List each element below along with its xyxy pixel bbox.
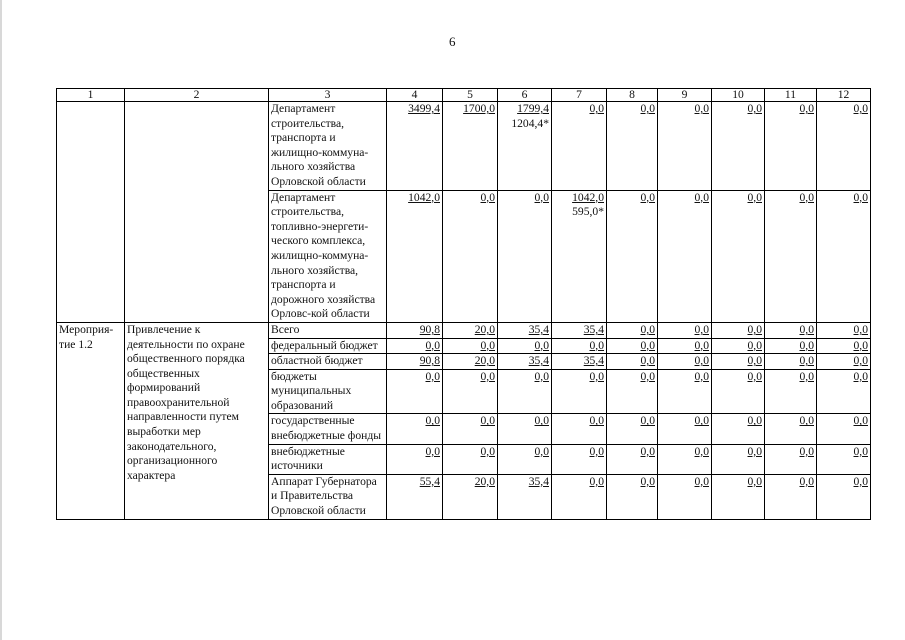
value-cell <box>498 474 552 519</box>
header-cell: 1 <box>57 89 125 102</box>
value-text: 0,0 <box>694 322 709 336</box>
value-cell <box>658 190 712 322</box>
value-cell <box>552 354 607 370</box>
value-cell <box>658 474 712 519</box>
value-cell <box>817 474 871 519</box>
value-text: 0,0 <box>799 338 814 352</box>
value-text: 0,0 <box>480 414 495 428</box>
value-cell <box>607 474 658 519</box>
value-cell <box>552 190 607 322</box>
source-cell: Департамент строительства, транспорта и жилищно-коммуна-льного хозяйства Орловской области <box>269 102 387 191</box>
value-text: 0,0 <box>747 369 762 383</box>
value-cell <box>607 414 658 444</box>
value-text: 0,0 <box>534 444 549 458</box>
value-cell <box>387 414 443 444</box>
value-text: 0,0 <box>425 338 440 352</box>
value-text: 0,0 <box>640 414 655 428</box>
page-left-edge <box>0 0 2 640</box>
value-cell <box>765 354 817 370</box>
value-text: 0,0 <box>640 338 655 352</box>
value-cell <box>387 338 443 354</box>
value-text: 35,4 <box>528 322 549 336</box>
value-cell <box>765 414 817 444</box>
header-cell: 4 <box>387 89 443 102</box>
value-cell <box>498 322 552 338</box>
header-cell: 12 <box>817 89 871 102</box>
value-text: 1799,4 <box>517 102 549 115</box>
value-cell <box>443 474 498 519</box>
source-cell: областной бюджет <box>269 354 387 370</box>
value-cell <box>712 369 765 414</box>
value-cell <box>498 102 552 191</box>
value-cell <box>817 190 871 322</box>
value-text: 0,0 <box>799 354 814 368</box>
value-text: 90,8 <box>419 354 440 368</box>
value-text: 1700,0 <box>463 102 495 115</box>
value-cell <box>817 414 871 444</box>
name-cell <box>125 102 269 323</box>
value-cell <box>712 102 765 191</box>
value-cell <box>443 322 498 338</box>
value-text: 35,4 <box>528 354 549 368</box>
value-cell <box>607 102 658 191</box>
value-text: 0,0 <box>747 414 762 428</box>
value-text: 0,0 <box>853 102 868 115</box>
value-cell <box>552 338 607 354</box>
value-cell <box>607 190 658 322</box>
value-text: 0,0 <box>694 369 709 383</box>
source-cell: Всего <box>269 322 387 338</box>
value-cell <box>443 338 498 354</box>
value-cell <box>607 354 658 370</box>
header-cell: 10 <box>712 89 765 102</box>
value-cell <box>658 354 712 370</box>
value-text: 0,0 <box>589 414 604 428</box>
value-cell <box>387 444 443 474</box>
value-cell <box>607 444 658 474</box>
value-cell <box>552 474 607 519</box>
value-text: 0,0 <box>425 444 440 458</box>
source-cell: Аппарат Губернатора и Правительства Орловской области <box>269 474 387 519</box>
value-cell <box>387 102 443 191</box>
value-text: 20,0 <box>474 474 495 488</box>
value-text: 0,0 <box>853 444 868 458</box>
value-text: 35,4 <box>583 354 604 368</box>
value-text: 0,0 <box>853 322 868 336</box>
value-cell <box>498 338 552 354</box>
value-cell <box>658 369 712 414</box>
value-cell <box>498 190 552 322</box>
value-text: 0,0 <box>694 414 709 428</box>
header-row <box>57 89 871 102</box>
value-text: 1042,0 <box>408 190 440 204</box>
value-text: 0,0 <box>799 190 814 204</box>
value-text: 0,0 <box>799 322 814 336</box>
value-text: 0,0 <box>853 414 868 428</box>
header-cell: 6 <box>498 89 552 102</box>
measure-cell <box>57 102 125 323</box>
value-text: 0,0 <box>694 444 709 458</box>
value-text: 0,0 <box>853 338 868 352</box>
value-text: 0,0 <box>589 369 604 383</box>
value-cell <box>552 369 607 414</box>
value-cell <box>765 338 817 354</box>
value-text: 0,0 <box>640 474 655 488</box>
value-text: 0,0 <box>747 338 762 352</box>
value-cell <box>765 474 817 519</box>
value-text: 0,0 <box>589 444 604 458</box>
value-text: 0,0 <box>747 102 762 115</box>
value-cell <box>607 322 658 338</box>
value-cell <box>552 322 607 338</box>
value-text: 0,0 <box>589 338 604 352</box>
value-text: 0,0 <box>425 414 440 428</box>
value-text: 3499,4 <box>408 102 440 115</box>
source-cell: бюджеты муниципальных образований <box>269 369 387 414</box>
header-cell: 8 <box>607 89 658 102</box>
value-cell <box>552 444 607 474</box>
header-cell: 3 <box>269 89 387 102</box>
value-cell <box>765 102 817 191</box>
value-cell <box>387 369 443 414</box>
value-text: 0,0 <box>799 102 814 115</box>
funding-table <box>56 88 871 520</box>
value-cell <box>817 102 871 191</box>
value-cell <box>443 102 498 191</box>
value-text: 90,8 <box>419 322 440 336</box>
value-cell <box>817 369 871 414</box>
value-text: 0,0 <box>480 444 495 458</box>
table-row <box>57 322 871 338</box>
value-cell <box>712 414 765 444</box>
value-text: 0,0 <box>640 369 655 383</box>
value-text: 0,0 <box>694 474 709 488</box>
value-cell <box>817 338 871 354</box>
value-text: 0,0 <box>799 444 814 458</box>
value-cell <box>387 190 443 322</box>
value-cell <box>387 354 443 370</box>
value-cell <box>712 338 765 354</box>
value-text: 0,0 <box>747 444 762 458</box>
value-text: 0,0 <box>534 369 549 383</box>
header-cell: 9 <box>658 89 712 102</box>
value-text: 0,0 <box>534 414 549 428</box>
value-cell <box>658 322 712 338</box>
value-text: 0,0 <box>747 474 762 488</box>
value-text: 0,0 <box>747 190 762 204</box>
page-number: 6 <box>449 34 456 49</box>
value-text: 0,0 <box>853 354 868 368</box>
value-cell <box>765 369 817 414</box>
note-text: 1204,4* <box>511 116 549 130</box>
value-cell <box>712 322 765 338</box>
value-text: 0,0 <box>799 414 814 428</box>
value-text: 0,0 <box>694 338 709 352</box>
value-text: 0,0 <box>694 354 709 368</box>
value-text: 0,0 <box>640 102 655 115</box>
source-cell: федеральный бюджет <box>269 338 387 354</box>
value-text: 0,0 <box>589 102 604 115</box>
value-cell <box>712 444 765 474</box>
value-text: 0,0 <box>640 354 655 368</box>
value-cell <box>498 444 552 474</box>
value-text: 1042,0 <box>572 190 604 204</box>
value-text: 0,0 <box>853 369 868 383</box>
value-cell <box>607 369 658 414</box>
header-cell: 11 <box>765 89 817 102</box>
value-text: 0,0 <box>534 190 549 204</box>
value-cell <box>498 369 552 414</box>
value-text: 35,4 <box>528 474 549 488</box>
value-text: 0,0 <box>480 369 495 383</box>
value-text: 0,0 <box>640 322 655 336</box>
value-cell <box>552 102 607 191</box>
source-cell: Департамент строительства, топливно-энергети-ческого комплекса, жилищно-коммуна-льного хозяйства, транспорта и дорожного хозяйства Орловс-кой области <box>269 190 387 322</box>
value-cell <box>817 322 871 338</box>
value-cell <box>443 369 498 414</box>
value-cell <box>607 338 658 354</box>
value-cell <box>765 444 817 474</box>
header-cell: 5 <box>443 89 498 102</box>
source-cell: государственные внебюджетные фонды <box>269 414 387 444</box>
header-cell: 7 <box>552 89 607 102</box>
value-cell <box>443 414 498 444</box>
value-text: 0,0 <box>480 338 495 352</box>
value-text: 0,0 <box>853 474 868 488</box>
value-cell <box>443 444 498 474</box>
value-text: 55,4 <box>419 474 440 488</box>
name-cell: Привлечение к деятельности по охране общественного порядка общественных формирований правоохранительной направленности путем выработки мер законодательного, организационного характера <box>125 322 269 519</box>
header-cell: 2 <box>125 89 269 102</box>
value-text: 35,4 <box>583 322 604 336</box>
value-cell <box>387 322 443 338</box>
value-cell <box>658 414 712 444</box>
value-cell <box>498 414 552 444</box>
value-cell <box>765 190 817 322</box>
value-text: 0,0 <box>694 102 709 115</box>
value-cell <box>552 414 607 444</box>
value-text: 0,0 <box>640 444 655 458</box>
value-cell <box>498 354 552 370</box>
note-text: 595,0* <box>572 205 604 219</box>
value-text: 0,0 <box>640 190 655 204</box>
value-text: 0,0 <box>589 474 604 488</box>
value-text: 20,0 <box>474 354 495 368</box>
value-text: 0,0 <box>747 354 762 368</box>
value-text: 0,0 <box>799 474 814 488</box>
value-cell <box>817 354 871 370</box>
value-text: 0,0 <box>480 190 495 204</box>
value-text: 20,0 <box>474 322 495 336</box>
value-text: 0,0 <box>425 369 440 383</box>
value-cell <box>387 474 443 519</box>
source-cell: внебюджетные источники <box>269 444 387 474</box>
value-cell <box>658 444 712 474</box>
value-cell <box>443 354 498 370</box>
value-cell <box>712 474 765 519</box>
value-cell <box>658 102 712 191</box>
measure-cell: Мероприя-тие 1.2 <box>57 322 125 519</box>
table-row <box>57 102 871 191</box>
value-cell <box>712 190 765 322</box>
value-cell <box>765 322 817 338</box>
value-text: 0,0 <box>799 369 814 383</box>
value-text: 0,0 <box>747 322 762 336</box>
value-cell <box>658 338 712 354</box>
value-text: 0,0 <box>853 190 868 204</box>
value-text: 0,0 <box>534 338 549 352</box>
value-text: 0,0 <box>694 190 709 204</box>
value-cell <box>712 354 765 370</box>
value-cell <box>817 444 871 474</box>
value-cell <box>443 190 498 322</box>
